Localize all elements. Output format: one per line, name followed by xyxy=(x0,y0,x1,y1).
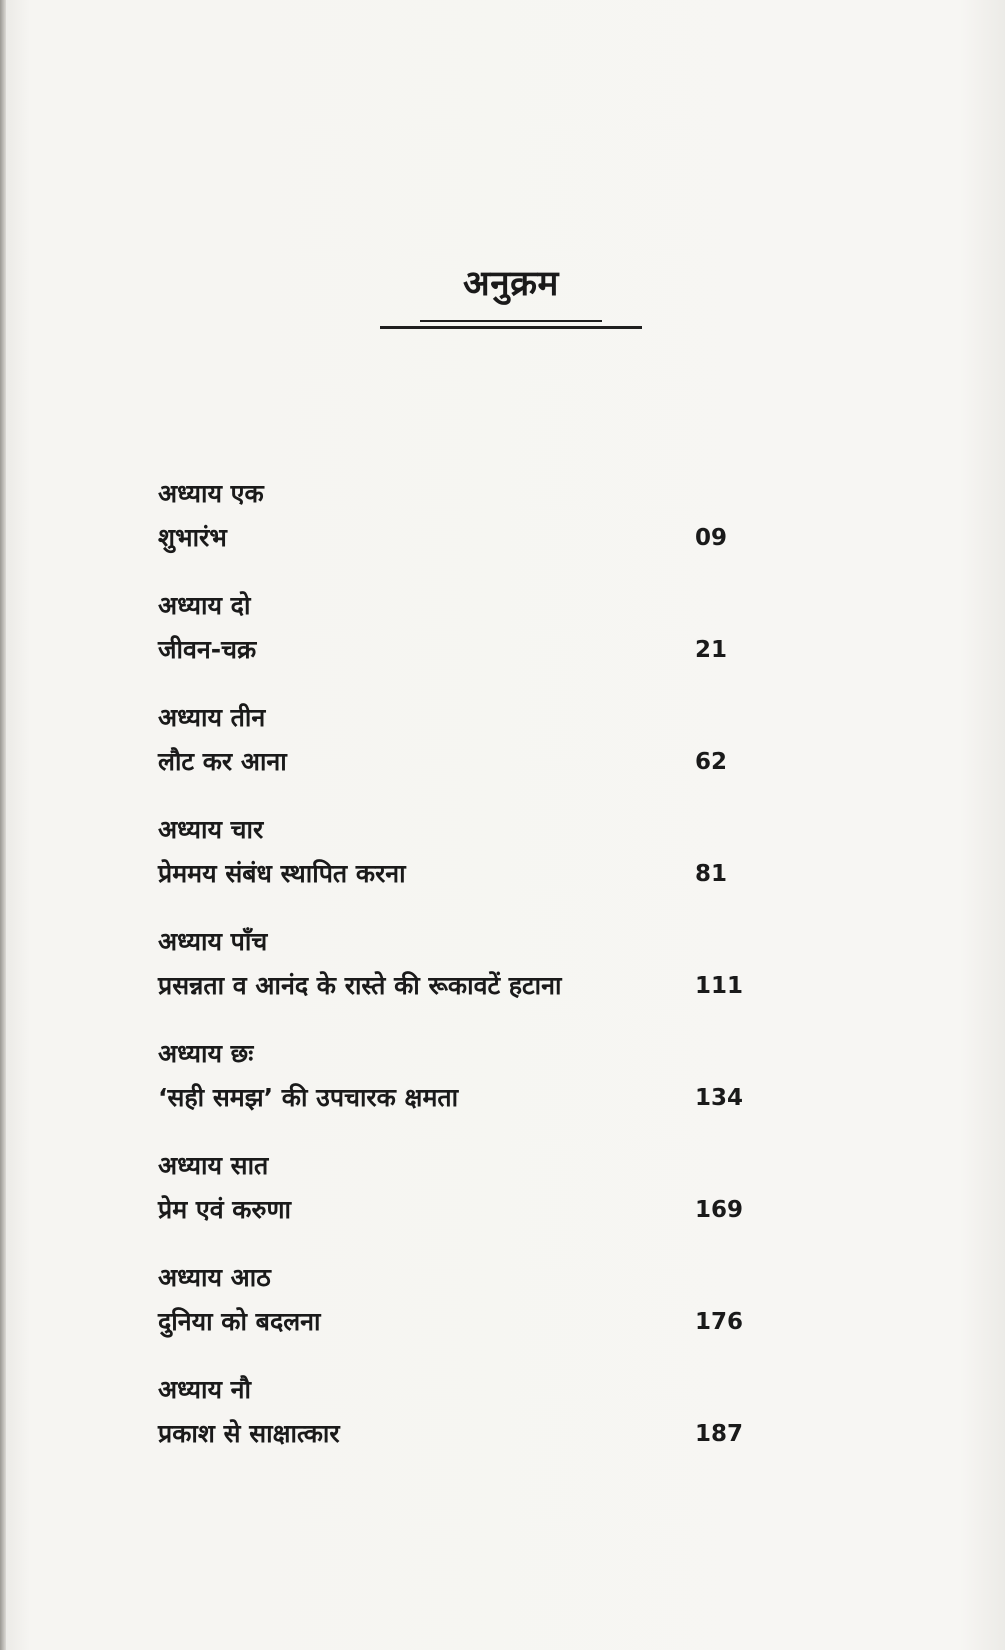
chapter-label: अध्याय एक xyxy=(158,479,264,508)
title-underline-short xyxy=(420,320,602,322)
table-of-contents xyxy=(158,478,758,1486)
toc-entry xyxy=(158,1038,758,1150)
chapter-title: जीवन-चक्र xyxy=(158,635,257,664)
page-title: अनुक्रम xyxy=(463,264,559,304)
binding-edge xyxy=(0,0,6,1650)
page-number: 176 xyxy=(695,1309,744,1335)
page-number: 81 xyxy=(695,861,728,887)
chapter-label: अध्याय तीन xyxy=(158,703,266,732)
chapter-title: लौट कर आना xyxy=(158,747,287,776)
title-underline-long xyxy=(380,326,642,329)
chapter-label: अध्याय आठ xyxy=(158,1263,271,1292)
toc-entry xyxy=(158,590,758,702)
chapter-title: प्रेममय संबंध स्थापित करना xyxy=(158,859,406,888)
toc-entry xyxy=(158,926,758,1038)
chapter-title: ‘सही समझ’ की उपचारक क्षमता xyxy=(158,1083,459,1112)
page-number: 187 xyxy=(695,1421,744,1447)
chapter-title: प्रसन्नता व आनंद के रास्ते की रूकावटें हटाना xyxy=(158,971,562,1000)
toc-entry xyxy=(158,1150,758,1262)
page-number: 62 xyxy=(695,749,728,775)
page-number: 134 xyxy=(695,1085,744,1111)
toc-entry xyxy=(158,702,758,814)
chapter-title: दुनिया को बदलना xyxy=(158,1307,321,1336)
title-block xyxy=(380,262,642,306)
page-number: 09 xyxy=(695,525,728,551)
chapter-title: प्रकाश से साक्षात्कार xyxy=(158,1419,340,1448)
chapter-label: अध्याय छः xyxy=(158,1039,254,1068)
chapter-label: अध्याय पाँच xyxy=(158,927,268,956)
chapter-label: अध्याय चार xyxy=(158,815,264,844)
chapter-label: अध्याय नौ xyxy=(158,1375,252,1404)
toc-entry xyxy=(158,814,758,926)
page-number: 21 xyxy=(695,637,728,663)
toc-entry xyxy=(158,478,758,590)
toc-entry xyxy=(158,1374,758,1486)
page-number: 111 xyxy=(695,973,744,999)
chapter-label: अध्याय सात xyxy=(158,1151,269,1180)
chapter-label: अध्याय दो xyxy=(158,591,251,620)
page-number: 169 xyxy=(695,1197,744,1223)
toc-entry xyxy=(158,1262,758,1374)
chapter-title: शुभारंभ xyxy=(158,523,227,552)
chapter-title: प्रेम एवं करुणा xyxy=(158,1195,292,1224)
